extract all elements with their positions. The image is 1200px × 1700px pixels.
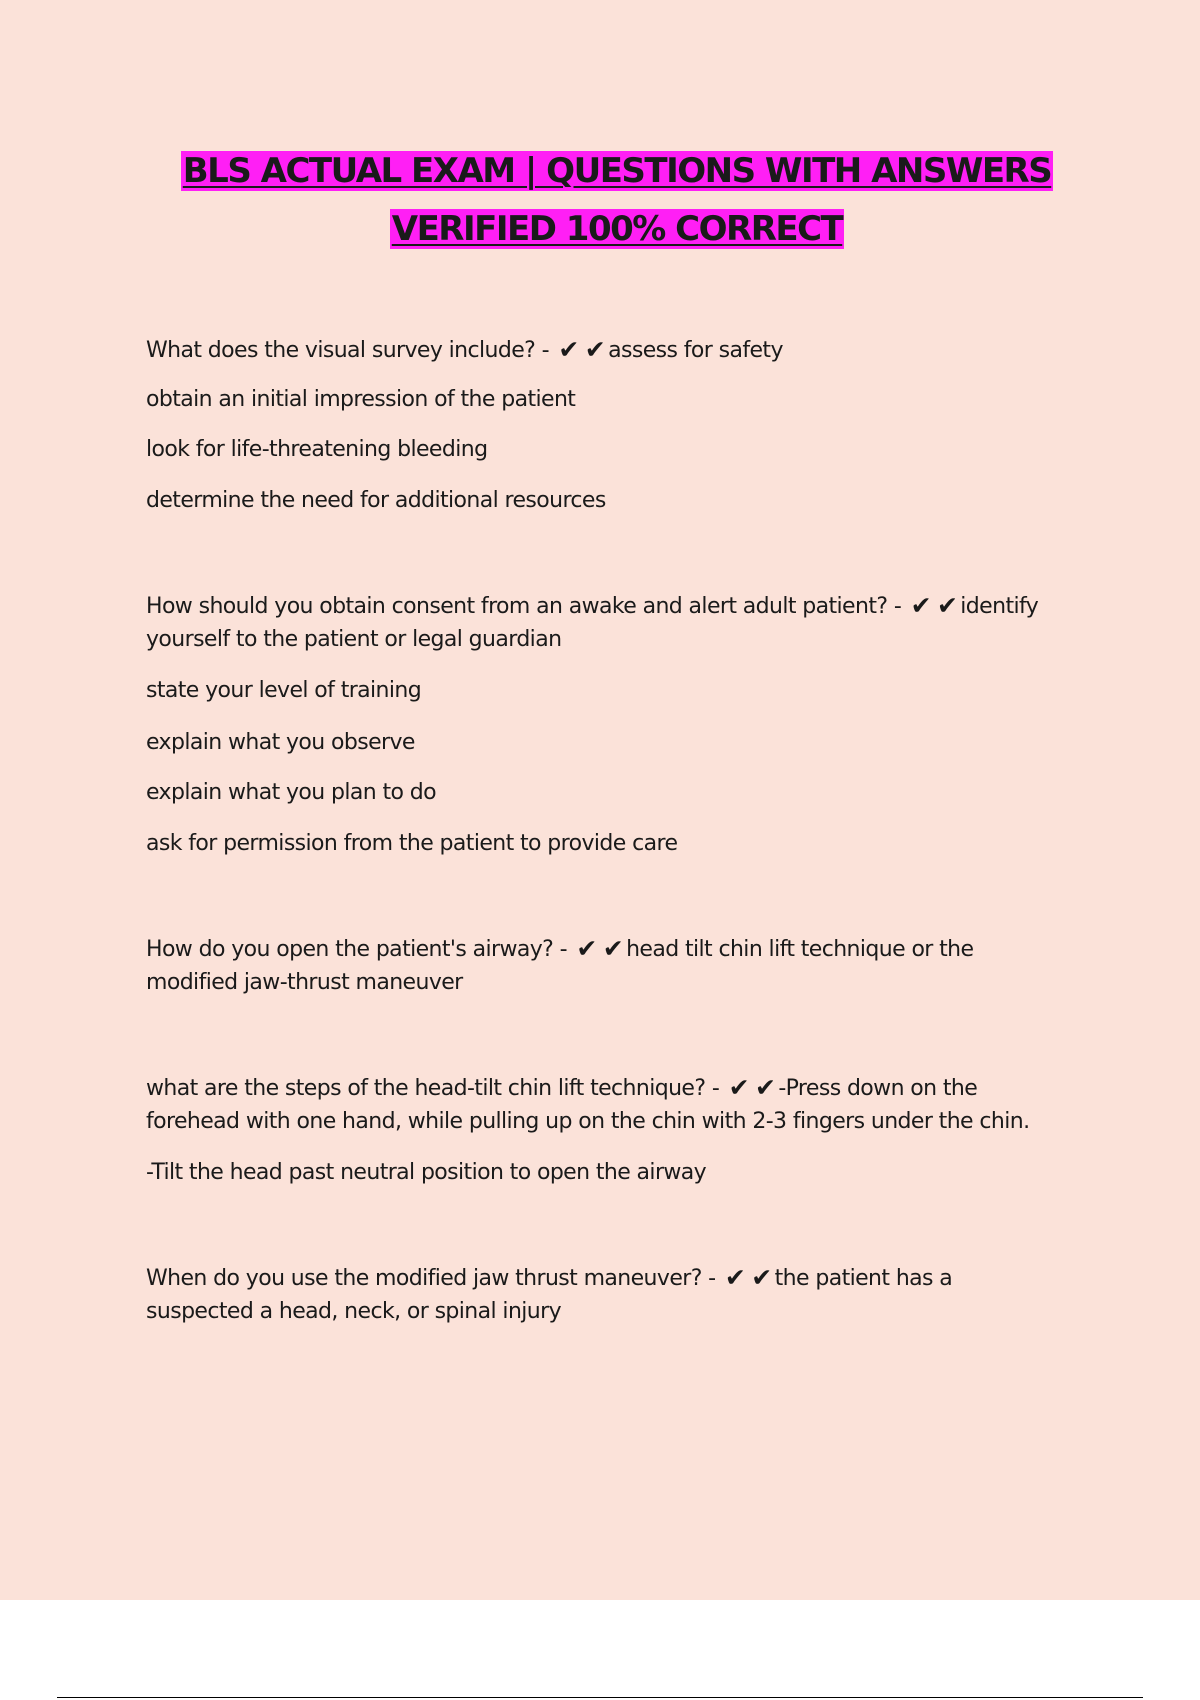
question-text: What does the visual survey include? - — [146, 338, 549, 363]
answer-text: identify — [960, 594, 1039, 619]
answer-text: assess for safety — [608, 338, 783, 363]
qa-2-answer-line: explain what you observe — [146, 730, 415, 755]
qa-2-question-line — [146, 590, 1038, 622]
qa-3-answer-wrap: modified jaw-thrust maneuver — [146, 970, 463, 995]
check-icon: ✔ — [558, 335, 579, 364]
qa-1-answer-line: determine the need for additional resources — [146, 488, 606, 513]
answer-text: -Press down on the — [778, 1076, 978, 1101]
title-line-1: BLS ACTUAL EXAM | QUESTIONS WITH ANSWERS — [182, 151, 1052, 191]
check-icon: ✔ — [751, 1263, 772, 1292]
check-icon: ✔ — [584, 335, 606, 364]
check-icon: ✔ — [910, 591, 931, 620]
title-line-2: VERIFIED 100% CORRECT — [391, 209, 843, 249]
qa-1-answer-line: obtain an initial impression of the patient — [146, 387, 576, 412]
qa-2-answer-line: ask for permission from the patient to provide care — [146, 831, 678, 856]
qa-2-answer-line: state your level of training — [146, 678, 422, 703]
qa-1-question-line — [146, 334, 783, 366]
qa-5-answer-wrap: suspected a head, neck, or spinal injury — [146, 1299, 562, 1324]
qa-2-answer-wrap: yourself to the patient or legal guardian — [146, 627, 562, 652]
answer-text: head tilt chin lift technique or the — [626, 937, 974, 962]
question-text: How should you obtain consent from an awake and alert adult patient? - — [146, 594, 902, 619]
qa-5-question-line — [146, 1262, 952, 1294]
check-icon: ✔ — [728, 1073, 749, 1102]
check-icon: ✔ — [576, 934, 597, 963]
check-icon: ✔ — [602, 934, 624, 963]
document-title — [0, 142, 1200, 258]
answer-text: the patient has a — [774, 1266, 953, 1291]
footer-rule — [57, 1697, 1143, 1698]
check-icon: ✔ — [724, 1263, 746, 1292]
check-icon: ✔ — [754, 1073, 776, 1102]
qa-4-answer-line: -Tilt the head past neutral position to open the airway — [146, 1160, 707, 1185]
question-text: what are the steps of the head-tilt chin lift technique? - — [146, 1076, 720, 1101]
question-text: How do you open the patient's airway? - — [146, 937, 567, 962]
qa-3-question-line — [146, 933, 973, 965]
check-icon: ✔ — [936, 591, 958, 620]
qa-4-question-line — [146, 1072, 977, 1104]
question-text: When do you use the modified jaw thrust maneuver? - — [146, 1266, 716, 1291]
qa-4-answer-wrap: forehead with one hand, while pulling up on the chin with 2-3 fingers under the chin. — [146, 1109, 1030, 1134]
qa-2-answer-line: explain what you plan to do — [146, 780, 437, 805]
qa-1-answer-line: look for life-threatening bleeding — [146, 437, 488, 462]
